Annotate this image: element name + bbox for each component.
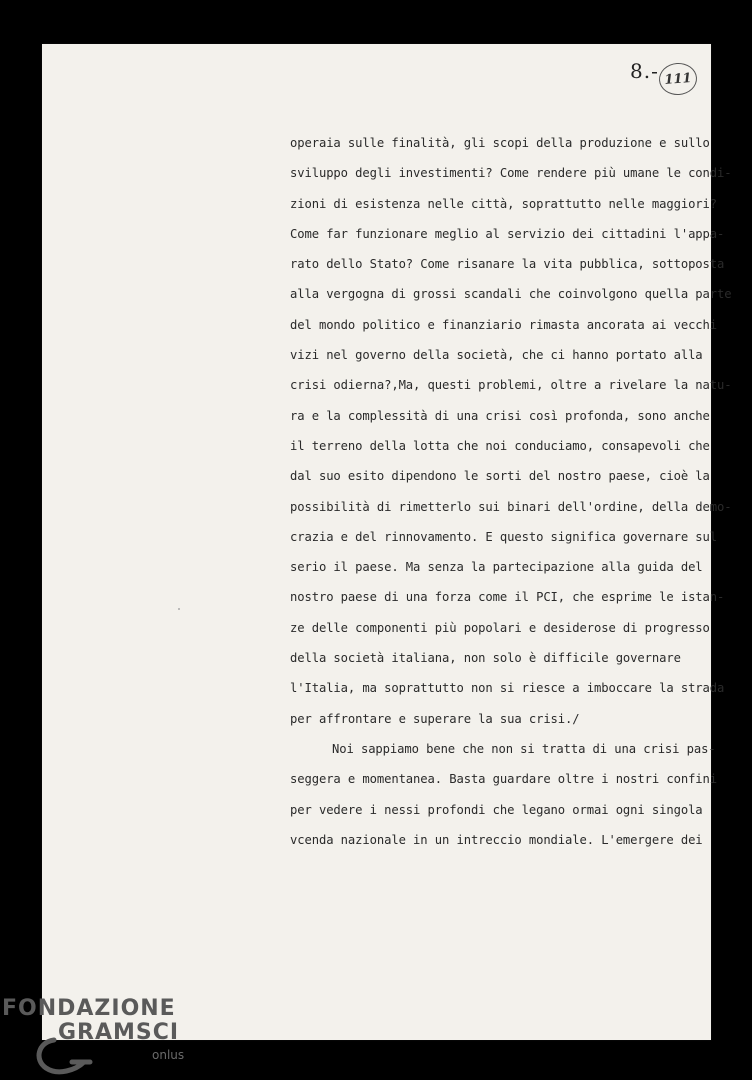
text-line: per vedere i nessi profondi che legano ormai ogni singola (290, 802, 703, 817)
text-line: ra e la complessità di una crisi così profonda, sono anche (290, 408, 710, 423)
text-line: sviluppo degli investimenti? Come rendere più umane le condi- (290, 166, 732, 181)
text-line: del mondo politico e finanziario rimasta ancorata ai vecchi (290, 317, 718, 332)
typewritten-text (290, 128, 732, 855)
archive-watermark-logo (2, 996, 202, 1080)
text-line: seggera e momentanea. Basta guardare oltre i nostri confini (290, 772, 718, 787)
text-line: l'Italia, ma soprattutto non si riesce a imboccare la strada (290, 681, 725, 696)
text-line: operaia sulle finalità, gli scopi della produzione e sullo (290, 136, 710, 150)
text-line: possibilità di rimetterlo sui binari dell'ordine, della demo- (290, 499, 732, 514)
text-line: zioni di esistenza nelle città, soprattutto nelle maggiori? (290, 196, 718, 211)
text-line: crisi odierna?,Ma, questi problemi, oltre a rivelare la natu- (290, 378, 732, 393)
page-number: 8.- (630, 59, 659, 83)
watermark-line-1: FONDAZIONE (2, 996, 176, 1021)
text-line: per affrontare e superare la sua crisi./ (290, 711, 580, 726)
text-line: serio il paese. Ma senza la partecipazione alla guida del (290, 560, 703, 575)
text-line: della società italiana, non solo è difficile governare (290, 651, 681, 666)
text-line: il terreno della lotta che noi conduciamo, consapevoli che (290, 438, 710, 453)
text-line: alla vergogna di grossi scandali che coinvolgono quella parte (290, 287, 732, 302)
watermark-suffix: onlus (152, 1048, 185, 1062)
text-line: dal suo esito dipendono le sorti del nostro paese, cioè la (290, 469, 710, 484)
text-line: ze delle componenti più popolari e desiderose di progresso (290, 620, 710, 635)
archive-number-stamp: 111 (658, 62, 698, 97)
text-line: vcenda nazionale in un intreccio mondiale. L'emergere dei (290, 832, 703, 847)
text-line: Come far funzionare meglio al servizio dei cittadini l'appa- (290, 226, 725, 241)
text-line: nostro paese di una forza come il PCI, che esprime le istan- (290, 590, 725, 605)
paper-speck (178, 608, 180, 610)
watermark-line-2: GRAMSCI (58, 1020, 180, 1045)
text-line: Noi sappiamo bene che non si tratta di una crisi pas- (332, 741, 716, 756)
text-line: rato dello Stato? Come risanare la vita pubblica, sottoposta (290, 257, 725, 272)
text-line: crazia e del rinnovamento. E questo significa governare sul (290, 529, 718, 544)
text-line: vizi nel governo della società, che ci hanno portato alla (290, 348, 703, 363)
